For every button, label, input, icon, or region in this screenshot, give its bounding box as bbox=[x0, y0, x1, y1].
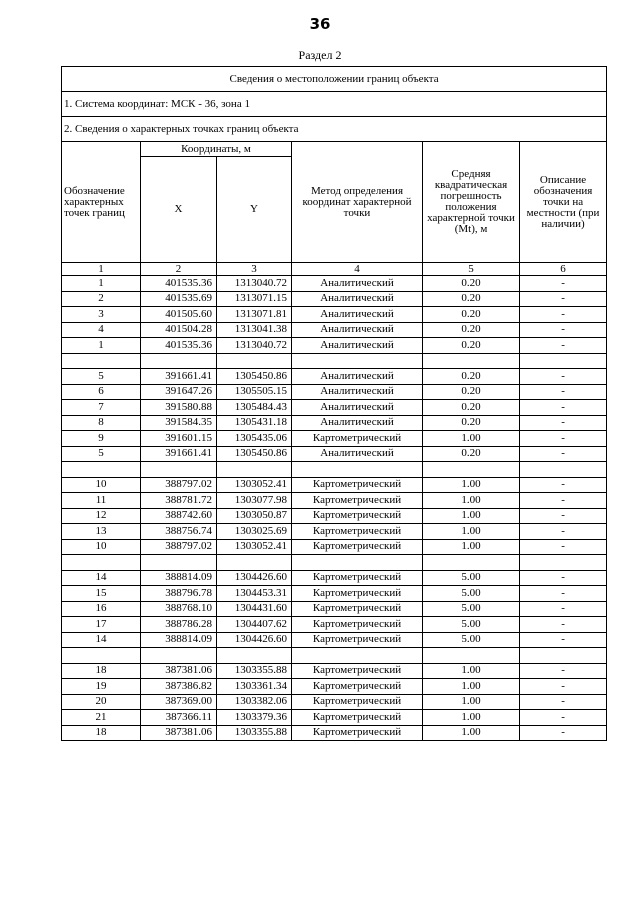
method: Картометрический bbox=[292, 617, 423, 633]
point-number: 4 bbox=[62, 322, 141, 338]
separator-row bbox=[62, 555, 607, 571]
table-title: Сведения о местоположении границ объекта bbox=[62, 67, 607, 92]
point-number: 18 bbox=[62, 663, 141, 679]
table-row bbox=[62, 710, 607, 726]
method: Картометрический bbox=[292, 524, 423, 540]
description: - bbox=[520, 679, 607, 695]
coord-x: 387366.11 bbox=[141, 710, 217, 726]
description: - bbox=[520, 415, 607, 431]
coord-y: 1303052.41 bbox=[217, 539, 292, 555]
point-number: 20 bbox=[62, 694, 141, 710]
empty-cell bbox=[292, 462, 423, 478]
table-row bbox=[62, 632, 607, 648]
method: Картометрический bbox=[292, 710, 423, 726]
mean-error: 1.00 bbox=[423, 679, 520, 695]
point-number: 11 bbox=[62, 493, 141, 509]
method: Аналитический bbox=[292, 307, 423, 323]
mean-error: 1.00 bbox=[423, 725, 520, 741]
method: Картометрический bbox=[292, 632, 423, 648]
coord-x: 388797.02 bbox=[141, 539, 217, 555]
table-row bbox=[62, 725, 607, 741]
empty-cell bbox=[62, 555, 141, 571]
point-number: 1 bbox=[62, 338, 141, 354]
point-number: 3 bbox=[62, 307, 141, 323]
coord-y: 1305505.15 bbox=[217, 384, 292, 400]
mean-error: 1.00 bbox=[423, 431, 520, 447]
description: - bbox=[520, 276, 607, 292]
method: Картометрический bbox=[292, 539, 423, 555]
coord-y: 1305450.86 bbox=[217, 369, 292, 385]
table-row bbox=[62, 586, 607, 602]
coord-x: 391647.26 bbox=[141, 384, 217, 400]
point-number: 5 bbox=[62, 369, 141, 385]
mean-error: 1.00 bbox=[423, 694, 520, 710]
empty-cell bbox=[423, 555, 520, 571]
description: - bbox=[520, 617, 607, 633]
mean-error: 0.20 bbox=[423, 338, 520, 354]
coord-y: 1303050.87 bbox=[217, 508, 292, 524]
coord-x: 401535.36 bbox=[141, 276, 217, 292]
point-number: 21 bbox=[62, 710, 141, 726]
description: - bbox=[520, 601, 607, 617]
point-number: 15 bbox=[62, 586, 141, 602]
header-error: Средняя квадратическая погрешность положения характерной точки (Mt), м bbox=[423, 142, 520, 263]
method: Аналитический bbox=[292, 415, 423, 431]
description: - bbox=[520, 493, 607, 509]
coord-y: 1303355.88 bbox=[217, 663, 292, 679]
table-row bbox=[62, 307, 607, 323]
empty-cell bbox=[62, 353, 141, 369]
table-row bbox=[62, 694, 607, 710]
mean-error: 0.20 bbox=[423, 415, 520, 431]
separator-row bbox=[62, 462, 607, 478]
coord-x: 391584.35 bbox=[141, 415, 217, 431]
mean-error: 1.00 bbox=[423, 524, 520, 540]
method: Аналитический bbox=[292, 369, 423, 385]
empty-cell bbox=[217, 462, 292, 478]
description: - bbox=[520, 431, 607, 447]
method: Аналитический bbox=[292, 276, 423, 292]
point-number: 10 bbox=[62, 539, 141, 555]
description: - bbox=[520, 539, 607, 555]
method: Картометрический bbox=[292, 431, 423, 447]
coord-x: 387386.82 bbox=[141, 679, 217, 695]
method: Картометрический bbox=[292, 694, 423, 710]
method: Картометрический bbox=[292, 586, 423, 602]
table-row bbox=[62, 493, 607, 509]
point-number: 7 bbox=[62, 400, 141, 416]
point-number: 17 bbox=[62, 617, 141, 633]
point-number: 19 bbox=[62, 679, 141, 695]
empty-cell bbox=[141, 555, 217, 571]
empty-cell bbox=[141, 462, 217, 478]
coord-x: 391661.41 bbox=[141, 446, 217, 462]
method: Картометрический bbox=[292, 493, 423, 509]
table-row bbox=[62, 431, 607, 447]
empty-cell bbox=[292, 353, 423, 369]
header-method: Метод определения координат характерной точки bbox=[292, 142, 423, 263]
method: Аналитический bbox=[292, 291, 423, 307]
empty-cell bbox=[423, 648, 520, 664]
mean-error: 0.20 bbox=[423, 384, 520, 400]
method: Картометрический bbox=[292, 679, 423, 695]
description: - bbox=[520, 369, 607, 385]
points-title: 2. Сведения о характерных точках границ объекта bbox=[62, 117, 607, 142]
coord-y: 1305431.18 bbox=[217, 415, 292, 431]
coord-y: 1304453.31 bbox=[217, 586, 292, 602]
empty-cell bbox=[217, 648, 292, 664]
description: - bbox=[520, 725, 607, 741]
section-label: Раздел 2 bbox=[298, 48, 342, 62]
separator-row bbox=[62, 648, 607, 664]
mean-error: 0.20 bbox=[423, 291, 520, 307]
table-row bbox=[62, 276, 607, 292]
description: - bbox=[520, 322, 607, 338]
coord-y: 1303025.69 bbox=[217, 524, 292, 540]
coord-y: 1304426.60 bbox=[217, 632, 292, 648]
empty-cell bbox=[292, 555, 423, 571]
empty-cell bbox=[62, 648, 141, 664]
coord-x: 388796.78 bbox=[141, 586, 217, 602]
table-row bbox=[62, 322, 607, 338]
method: Аналитический bbox=[292, 322, 423, 338]
empty-cell bbox=[141, 353, 217, 369]
empty-cell bbox=[141, 648, 217, 664]
coord-x: 388768.10 bbox=[141, 601, 217, 617]
description: - bbox=[520, 632, 607, 648]
mean-error: 0.20 bbox=[423, 400, 520, 416]
coord-y: 1313041.38 bbox=[217, 322, 292, 338]
description: - bbox=[520, 477, 607, 493]
coord-y: 1304426.60 bbox=[217, 570, 292, 586]
coord-y: 1304431.60 bbox=[217, 601, 292, 617]
table-row bbox=[62, 400, 607, 416]
table-row bbox=[62, 369, 607, 385]
page-number: 36 bbox=[309, 15, 331, 33]
mean-error: 5.00 bbox=[423, 617, 520, 633]
method: Аналитический bbox=[292, 446, 423, 462]
description: - bbox=[520, 400, 607, 416]
method: Аналитический bbox=[292, 338, 423, 354]
coord-y: 1305484.43 bbox=[217, 400, 292, 416]
point-number: 1 bbox=[62, 276, 141, 292]
table-row bbox=[62, 477, 607, 493]
coord-x: 391580.88 bbox=[141, 400, 217, 416]
point-number: 6 bbox=[62, 384, 141, 400]
coord-y: 1313040.72 bbox=[217, 276, 292, 292]
description: - bbox=[520, 446, 607, 462]
coord-y: 1303379.36 bbox=[217, 710, 292, 726]
empty-cell bbox=[423, 353, 520, 369]
point-number: 14 bbox=[62, 632, 141, 648]
coord-x: 401535.36 bbox=[141, 338, 217, 354]
empty-cell bbox=[217, 555, 292, 571]
method: Аналитический bbox=[292, 400, 423, 416]
table-row bbox=[62, 663, 607, 679]
coord-x: 401535.69 bbox=[141, 291, 217, 307]
column-number: 2 bbox=[141, 263, 217, 276]
coord-y: 1304407.62 bbox=[217, 617, 292, 633]
coord-x: 401504.28 bbox=[141, 322, 217, 338]
table-row bbox=[62, 539, 607, 555]
table-row bbox=[62, 617, 607, 633]
empty-cell bbox=[62, 462, 141, 478]
description: - bbox=[520, 384, 607, 400]
method: Картометрический bbox=[292, 601, 423, 617]
mean-error: 0.20 bbox=[423, 322, 520, 338]
mean-error: 1.00 bbox=[423, 663, 520, 679]
coord-x: 388814.09 bbox=[141, 632, 217, 648]
column-number: 1 bbox=[62, 263, 141, 276]
point-number: 2 bbox=[62, 291, 141, 307]
mean-error: 0.20 bbox=[423, 369, 520, 385]
column-number: 3 bbox=[217, 263, 292, 276]
description: - bbox=[520, 663, 607, 679]
mean-error: 1.00 bbox=[423, 508, 520, 524]
table-row bbox=[62, 524, 607, 540]
coord-y: 1313071.81 bbox=[217, 307, 292, 323]
coord-x: 387381.06 bbox=[141, 663, 217, 679]
coord-x: 387381.06 bbox=[141, 725, 217, 741]
coord-y: 1303077.98 bbox=[217, 493, 292, 509]
description: - bbox=[520, 586, 607, 602]
description: - bbox=[520, 291, 607, 307]
mean-error: 5.00 bbox=[423, 570, 520, 586]
boundary-table bbox=[61, 66, 607, 741]
point-number: 12 bbox=[62, 508, 141, 524]
description: - bbox=[520, 570, 607, 586]
method: Картометрический bbox=[292, 663, 423, 679]
description: - bbox=[520, 508, 607, 524]
table-row bbox=[62, 338, 607, 354]
point-number: 8 bbox=[62, 415, 141, 431]
mean-error: 0.20 bbox=[423, 307, 520, 323]
method: Аналитический bbox=[292, 384, 423, 400]
table-row bbox=[62, 601, 607, 617]
coord-x: 388786.28 bbox=[141, 617, 217, 633]
mean-error: 0.20 bbox=[423, 276, 520, 292]
empty-cell bbox=[520, 555, 607, 571]
header-description: Описание обозначения точки на местности (при наличии) bbox=[520, 142, 607, 263]
header-y: Y bbox=[217, 157, 292, 263]
coord-x: 388742.60 bbox=[141, 508, 217, 524]
coord-y: 1313040.72 bbox=[217, 338, 292, 354]
point-number: 5 bbox=[62, 446, 141, 462]
empty-cell bbox=[520, 353, 607, 369]
coord-system: 1. Система координат: МСК - 36, зона 1 bbox=[62, 92, 607, 117]
coord-x: 387369.00 bbox=[141, 694, 217, 710]
description: - bbox=[520, 307, 607, 323]
coord-x: 388756.74 bbox=[141, 524, 217, 540]
mean-error: 1.00 bbox=[423, 539, 520, 555]
description: - bbox=[520, 524, 607, 540]
method: Картометрический bbox=[292, 508, 423, 524]
empty-cell bbox=[292, 648, 423, 664]
method: Картометрический bbox=[292, 477, 423, 493]
point-number: 16 bbox=[62, 601, 141, 617]
coord-x: 388797.02 bbox=[141, 477, 217, 493]
method: Картометрический bbox=[292, 725, 423, 741]
coord-y: 1305435.06 bbox=[217, 431, 292, 447]
coord-y: 1305450.86 bbox=[217, 446, 292, 462]
header-designation: Обозначение характерных точек границ bbox=[62, 142, 141, 263]
table-row bbox=[62, 679, 607, 695]
mean-error: 1.00 bbox=[423, 710, 520, 726]
description: - bbox=[520, 710, 607, 726]
table-row bbox=[62, 508, 607, 524]
header-coordinates: Координаты, м bbox=[141, 142, 292, 157]
point-number: 18 bbox=[62, 725, 141, 741]
table-row bbox=[62, 384, 607, 400]
empty-cell bbox=[520, 462, 607, 478]
point-number: 9 bbox=[62, 431, 141, 447]
mean-error: 5.00 bbox=[423, 601, 520, 617]
point-number: 13 bbox=[62, 524, 141, 540]
header-x: X bbox=[141, 157, 217, 263]
point-number: 14 bbox=[62, 570, 141, 586]
column-number: 6 bbox=[520, 263, 607, 276]
description: - bbox=[520, 338, 607, 354]
empty-cell bbox=[423, 462, 520, 478]
mean-error: 5.00 bbox=[423, 586, 520, 602]
mean-error: 1.00 bbox=[423, 477, 520, 493]
table-row bbox=[62, 570, 607, 586]
separator-row bbox=[62, 353, 607, 369]
column-number: 4 bbox=[292, 263, 423, 276]
empty-cell bbox=[217, 353, 292, 369]
coord-y: 1303355.88 bbox=[217, 725, 292, 741]
coord-x: 388781.72 bbox=[141, 493, 217, 509]
coord-y: 1303361.34 bbox=[217, 679, 292, 695]
empty-cell bbox=[520, 648, 607, 664]
table-row bbox=[62, 446, 607, 462]
method: Картометрический bbox=[292, 570, 423, 586]
coord-x: 388814.09 bbox=[141, 570, 217, 586]
description: - bbox=[520, 694, 607, 710]
mean-error: 0.20 bbox=[423, 446, 520, 462]
coord-x: 401505.60 bbox=[141, 307, 217, 323]
table-row bbox=[62, 415, 607, 431]
coord-x: 391601.15 bbox=[141, 431, 217, 447]
coord-y: 1303052.41 bbox=[217, 477, 292, 493]
coord-y: 1313071.15 bbox=[217, 291, 292, 307]
point-number: 10 bbox=[62, 477, 141, 493]
mean-error: 1.00 bbox=[423, 493, 520, 509]
mean-error: 5.00 bbox=[423, 632, 520, 648]
column-number: 5 bbox=[423, 263, 520, 276]
coord-y: 1303382.06 bbox=[217, 694, 292, 710]
table-row bbox=[62, 291, 607, 307]
coord-x: 391661.41 bbox=[141, 369, 217, 385]
